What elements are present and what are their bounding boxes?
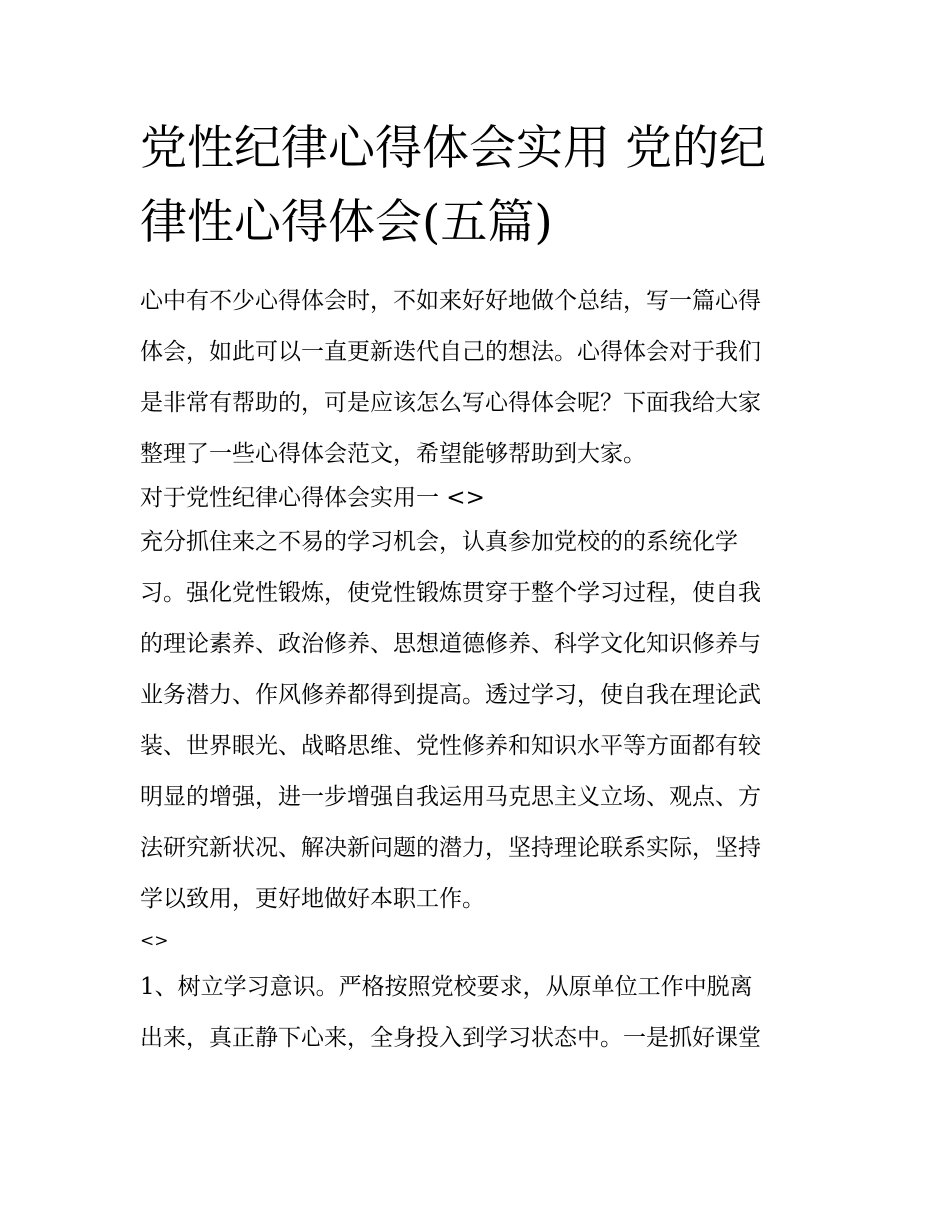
paragraph-line: 明显的增强，进一步增强自我运用马克思主义立场、观点、方 (140, 784, 761, 810)
paragraph-line: 是非常有帮助的，可是应该怎么写心得体会呢？下面我给大家 (140, 390, 761, 416)
paragraph-line: 法研究新状况、解决新问题的潜力，坚持理论联系实际，坚持 (140, 835, 761, 861)
paragraph-line: 学以致用，更好地做好本职工作。 (140, 886, 485, 912)
section-heading: 对于党性纪律心得体会实用一 <> (140, 485, 485, 511)
paragraph-line: 出来，真正静下心来，全身投入到学习状态中。一是抓好课堂 (140, 1025, 761, 1051)
paragraph-line: 装、世界眼光、战略思维、党性修养和知识水平等方面都有较 (140, 733, 761, 759)
separator-marker: <> (140, 931, 169, 951)
paragraph-line: 心中有不少心得体会时，不如来好好地做个总结，写一篇心得 (140, 288, 761, 314)
document-title (140, 112, 820, 260)
paragraph-line: 的理论素养、政治修养、思想道德修养、科学文化知识修养与 (140, 631, 761, 657)
paragraph-line: 1、树立学习意识。严格按照党校要求，从原单位工作中脱离 (140, 974, 753, 1000)
document-body (140, 279, 820, 1067)
paragraph-line: 充分抓住来之不易的学习机会，认真参加党校的的系统化学 (140, 529, 738, 555)
paragraph-line: 习。强化党性锻炼，使党性锻炼贯穿于整个学习过程，使自我 (140, 580, 761, 606)
paragraph-line: 整理了一些心得体会范文，希望能够帮助到大家。 (140, 441, 646, 467)
title-line: 党性纪律心得体会实用 党的纪 (140, 121, 766, 176)
paragraph-line: 业务潜力、作风修养都得到提高。透过学习，使自我在理论武 (140, 682, 761, 708)
title-line: 律性心得体会(五篇) (140, 195, 553, 250)
paragraph-line: 体会，如此可以一直更新迭代自己的想法。心得体会对于我们 (140, 339, 761, 365)
